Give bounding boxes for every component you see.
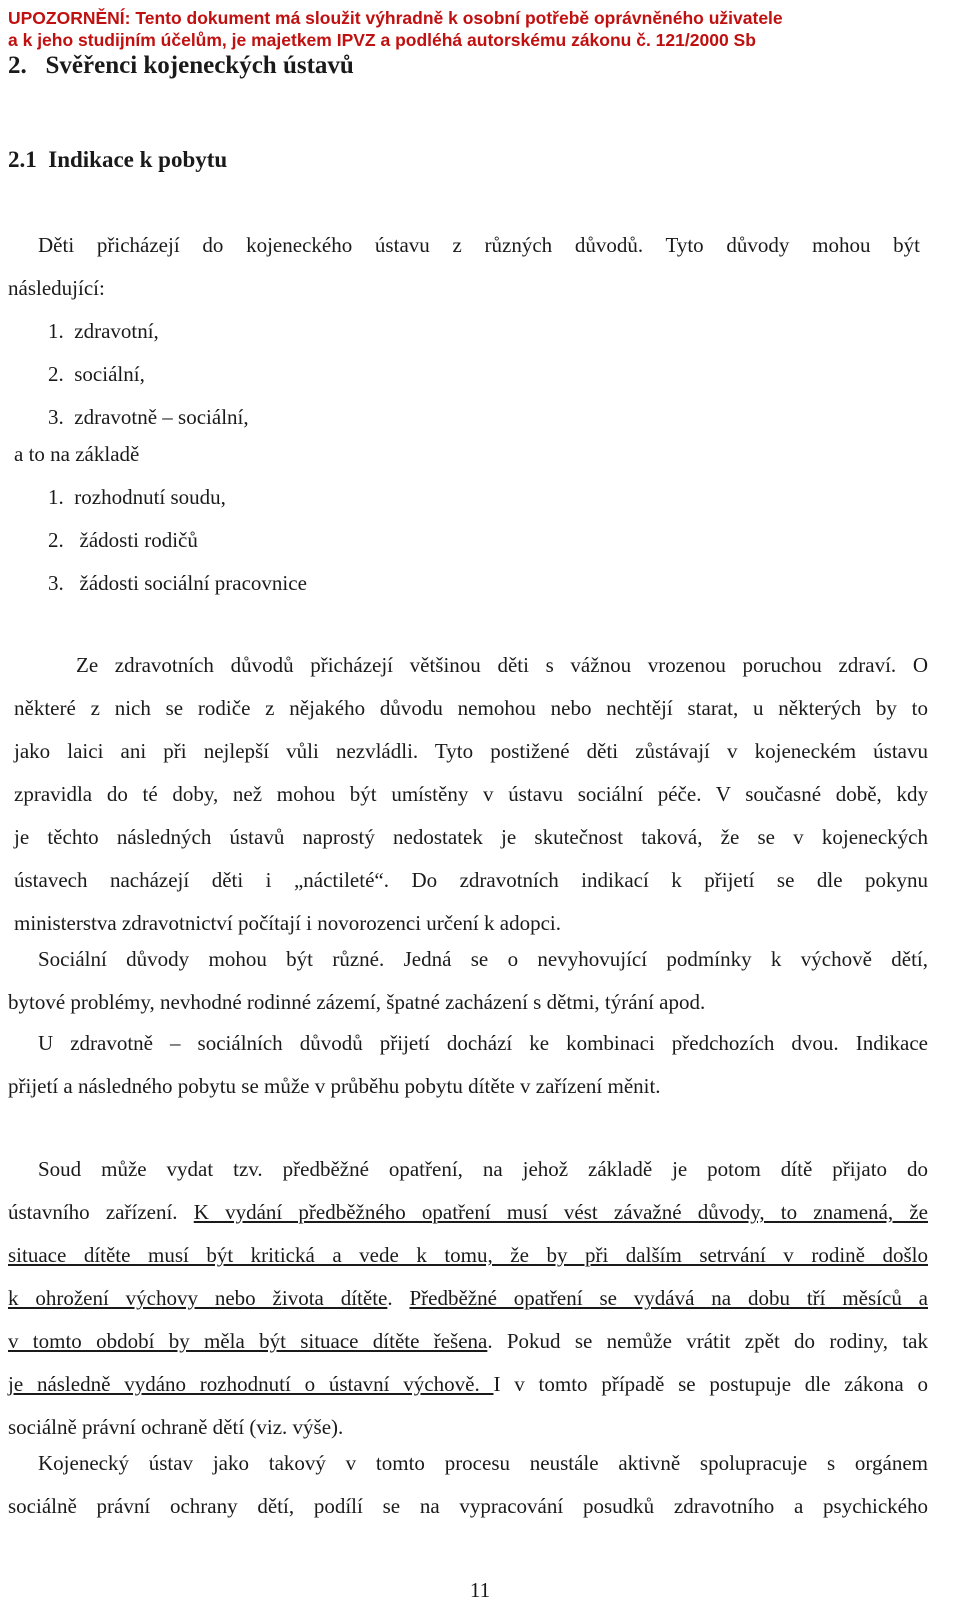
- list-item: 1. zdravotní,: [48, 319, 159, 343]
- reasons-list: [48, 310, 249, 439]
- list-item: 3. zdravotně – sociální,: [48, 405, 249, 429]
- warning-line-2: a k jeho studijním účelům, je majetkem IPVZ a podléhá autorskému zákonu č. 121/2000 Sb: [8, 30, 756, 50]
- text-segment: I v tomto případě se postupuje dle zákona o: [493, 1372, 928, 1396]
- text-line: některé z nich se rodiče z nějakého důvodu nemohou nebo nechtějí starat, u některých by to: [14, 696, 928, 720]
- text-line: přijetí a následného pobytu se může v průběhu pobytu dítěte v zařízení měnit.: [8, 1074, 661, 1098]
- intro-line: Děti přicházejí do kojeneckého ústavu z různých důvodů. Tyto důvody mohou být: [38, 233, 920, 257]
- underlined-text: K vydání předběžného opatření musí vést závažné důvody, to znamená, že: [193, 1200, 929, 1224]
- social-paragraph: [8, 938, 928, 1024]
- text-line: [8, 1191, 928, 1234]
- bases-list: [48, 476, 307, 605]
- section-heading: 2.1 Indikace k pobytu: [8, 147, 228, 172]
- text-line: Sociální důvody mohou být různé. Jedná se o nevyhovující podmínky k výchově dětí,: [38, 947, 928, 971]
- text-segment: ústavního zařízení.: [8, 1200, 194, 1224]
- text-line: sociálně právní ochraně dětí (viz. výše).: [8, 1415, 344, 1439]
- text-segment: .: [387, 1286, 410, 1310]
- basis-label-text: a to na základě: [14, 442, 140, 466]
- text-line: Kojenecký ústav jako takový v tomto procesu neustále aktivně spolupracuje s orgánem: [38, 1451, 928, 1475]
- text-line: ministerstva zdravotnictví počítají i novorozenci určení k adopci.: [14, 911, 561, 935]
- underlined-text: k ohrožení výchovy nebo života dítěte: [8, 1286, 388, 1310]
- copyright-warning: [8, 7, 953, 51]
- list-item: 2. sociální,: [48, 362, 145, 386]
- basis-label: [14, 433, 139, 476]
- text-line: [8, 1320, 928, 1363]
- text-line: Ze zdravotních důvodů přicházejí většinou děti s vážnou vrozenou poruchou zdraví. O: [76, 653, 928, 677]
- text-line: sociálně právní ochrany dětí, podílí se na vypracování posudků zdravotního a psychického: [8, 1494, 928, 1518]
- list-item: 3. žádosti sociální pracovnice: [48, 571, 307, 595]
- intro-line: následující:: [8, 276, 105, 300]
- combined-paragraph: [8, 1022, 928, 1108]
- last-paragraph: [8, 1442, 928, 1528]
- chapter-heading: 2. Svěřenci kojeneckých ústavů: [8, 52, 354, 79]
- warning-line-1: UPOZORNĚNÍ: Tento dokument má sloužit výhradně k osobní potřebě oprávněného uživatele: [8, 8, 783, 28]
- text-line: [8, 1363, 928, 1406]
- text-line: je těchto následných ústavů naprostý nedostatek je skutečnost taková, že se v kojeneckých: [14, 825, 928, 849]
- court-paragraph: [8, 1148, 928, 1449]
- list-item: 1. rozhodnutí soudu,: [48, 485, 226, 509]
- text-line: Soud může vydat tzv. předběžné opatření, na jehož základě je potom dítě přijato do: [38, 1157, 928, 1181]
- underlined-text: je následně vydáno rozhodnutí o ústavní výchově.: [8, 1372, 494, 1396]
- page-number: 11: [469, 1578, 491, 1602]
- text-line: [8, 1277, 928, 1320]
- health-paragraph: [14, 644, 928, 945]
- list-item: 2. žádosti rodičů: [48, 528, 198, 552]
- text-line: ústavech nacházejí děti i „náctileté“. Do zdravotních indikací k přijetí se dle pokynu: [14, 868, 928, 892]
- underlined-text: v tomto období by měla být situace dítěte řešena: [8, 1329, 488, 1353]
- underlined-text: Předběžné opatření se vydává na dobu tří měsíců a: [409, 1286, 928, 1310]
- text-line: U zdravotně – sociálních důvodů přijetí dochází ke kombinaci předchozích dvou. Indikace: [38, 1031, 928, 1055]
- intro-paragraph: [8, 224, 920, 310]
- text-line: jako laici ani při nejlepší vůli nezvládli. Tyto postižené děti zůstávají v kojeneckém ústavu: [14, 739, 928, 763]
- text-segment: . Pokud se nemůže vrátit zpět do rodiny, tak: [487, 1329, 928, 1353]
- underlined-line: situace dítěte musí být kritická a vede k tomu, že by při dalším setrvání v rodině došlo: [8, 1243, 928, 1267]
- text-line: bytové problémy, nevhodné rodinné zázemí, špatné zacházení s dětmi, týrání apod.: [8, 990, 706, 1014]
- text-line: zpravidla do té doby, než mohou být umístěny v ústavu sociální péče. V současné době, kdy: [14, 782, 928, 806]
